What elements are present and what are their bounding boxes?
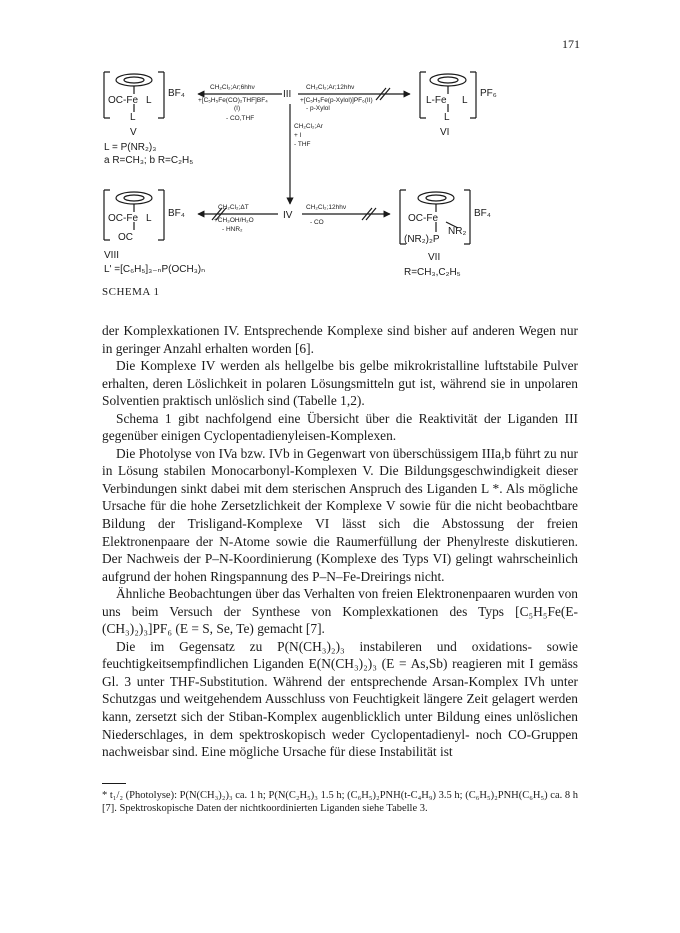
arrow-iv-viii-above: CH₂Cl₂;ΔT xyxy=(218,204,249,211)
reaction-scheme xyxy=(0,0,680,300)
compound-v-lower-l: L xyxy=(130,112,136,123)
body-text xyxy=(102,322,578,761)
arrow-iii-v-below2: (I) xyxy=(234,105,241,112)
arrow-iii-v-below3: - CO,THF xyxy=(226,115,255,122)
paragraph-3: Schema 1 gibt nachfolgend eine Übersicht über die Reaktivität der Liganden III gegenüber einigen Cyclopentadienyleisen-Komplexen. xyxy=(102,410,578,444)
footnote-rule xyxy=(102,783,126,784)
compound-vi-lower-l: L xyxy=(444,112,450,123)
paragraph-4: Die Photolyse von IVa bzw. IVb in Gegenwart von überschüssigem IIIa,b führt zu nur in Lösung stabilen Monocarbonyl-Komplexen V. Die Bildungsgeschwindigkeit dieser Verbindungen sinkt dabei mit dem sterischen Anspruch des Liganden L *. Als mögliche Ursache für die hohe Zersetzlichkeit der Komplexe V sowie für die nicht beobachtbare Bildung der Trisligand-Komplexe VI lässt sich die Abstossung der freien Elektronenpaare der N-Atome sowie die Raumerfüllung der Phenylreste diskutieren. Der Nachweis der P–N-Koordinierung (Komplexe des Typs VI) gelingt wahrscheinlich aufgrund der hohen Ringspannung des P–N–Fe-Dreirings nicht. xyxy=(102,445,578,584)
arrow-iii-vi-below1: +[C₅H₅Fe(p-Xylol)]PF₆(II) xyxy=(300,97,373,104)
arrow-iii-vi-above: CH₂Cl₂;Ar;12hhν xyxy=(306,84,355,91)
center-iii: III xyxy=(283,89,292,100)
compound-vi-fe: L-Fe xyxy=(426,95,447,106)
compound-vi-label: VI xyxy=(440,127,450,138)
paragraph-1: der Komplexkationen IV. Entsprechende Komplexe sind bisher auf anderen Wegen nur in geringer Anzahl erhalten worden [6]. xyxy=(102,323,578,356)
compound-vii-nr: NR₂ xyxy=(448,226,467,237)
arrow-iv-vii-above: CH₂Cl₂;12hhν xyxy=(306,204,347,211)
compound-v-anion: BF₄ xyxy=(168,88,185,99)
paragraph-2: Die Komplexe IV werden als hellgelbe bis gelbe mikrokristalline luftstabile Pulver erhalten, deren Löslichkeit in polaren Lösungsmitteln gut ist, während sie in unpolaren Solventien praktisch unlöslich sind (Tabelle 1,2). xyxy=(102,358,578,409)
arrow-iii-iv-line2: + I xyxy=(294,132,302,139)
arrow-iii-iv-line1: CH₂Cl₂;Ar xyxy=(294,123,323,130)
compound-v-fe: OC-Fe xyxy=(108,95,138,106)
compound-vi-anion: PF₆ xyxy=(480,88,497,99)
compound-v-l: L xyxy=(146,95,152,106)
legend-l: L = P(NR₂)₃ xyxy=(104,142,157,153)
arrow-iv-vii-below: - CO xyxy=(310,219,324,226)
legend-l-viii: L' =[C₆H₅]₃₋ₙP(OCH₃)ₙ xyxy=(104,264,206,275)
compound-vii-anion: BF₄ xyxy=(474,208,491,219)
compound-vi-l: L xyxy=(462,95,468,106)
compound-vii-fe: OC-Fe xyxy=(408,213,438,224)
compound-viii-fe: OC-Fe xyxy=(108,213,138,224)
paragraph-5: Ähnliche Beobachtungen über das Verhalten von freien Elektronenpaaren wurden von uns beim Versuch der Synthese von Komplexkationen des Typs [C₅H₅Fe(E-(CH₃)₂)₃]PF₆ (E = S, Se, Te) gemacht [7]. xyxy=(102,586,578,637)
arrow-iv-viii-below1: +CH₃OH/H₂O xyxy=(214,217,254,224)
compound-vii-r-def: R=CH₃,C₂H₅ xyxy=(404,267,461,278)
arrow-iii-v-below1: +[C₅H₅Fe(CO)₂THF]BF₄ xyxy=(198,97,268,104)
compound-vii-lower-p: (NR₂)₂P xyxy=(404,234,440,245)
arrow-iii-vi-below2: - p-Xylol xyxy=(306,105,330,112)
center-iv: IV xyxy=(283,210,293,221)
scheme-caption: SCHEMA 1 xyxy=(102,286,160,298)
compound-viii-label: VIII xyxy=(104,250,120,261)
compound-viii-l: L xyxy=(146,213,152,224)
legend-r: a R=CH₃; b R=C₂H₅ xyxy=(104,155,194,166)
compound-v-label: V xyxy=(130,127,137,138)
compound-vii-label: VII xyxy=(428,252,441,263)
arrow-iii-iv-line3: - THF xyxy=(294,141,311,148)
paragraph-6: Die im Gegensatz zu P(N(CH₃)₂)₃ instabileren und oxidations- sowie feuchtigkeitsempfindlichen Liganden E(N(CH₃)₂)₃ (E = As,Sb) reagieren mit I gemäss Gl. 3 unter THF-Substitution. Während der entsprechende Arsan-Komplex IVh unter Schutzgas und weitgehendem Ausschluss von Feuchtigkeit längere Zeit gelagert werden kann, zersetzt sich der Stiban-Komplex augenblicklich unter Bildung eines unlöslichen Niederschlages, in dem spektroskopisch weder Cyclopentadienyl- noch CO-Gruppen nachweisbar sind. Eine mögliche Ursache für diese Instabilität ist xyxy=(102,638,578,760)
footnote: * t₁/₂ (Photolyse): P(N(CH₃)₂)₃ ca. 1 h; P(N(C₂H₅)₃ 1.5 h; (C₆H₅)₂PNH(t-C₄H₉) 3.5 h; (C₆H₅)₂PNH(C₆H₅) ca. 8 h [7]. Spektroskopische Daten der nichtkoordinierten Liganden siehe Tabelle 3. xyxy=(102,790,578,815)
compound-viii-lower-co: OC xyxy=(118,232,133,243)
arrow-iii-v-above: CH₂Cl₂;Ar;6hhν xyxy=(210,84,255,91)
compound-viii-anion: BF₄ xyxy=(168,208,185,219)
page-number: 171 xyxy=(562,37,580,51)
arrow-iv-viii-below2: - HNR₂ xyxy=(222,226,243,233)
